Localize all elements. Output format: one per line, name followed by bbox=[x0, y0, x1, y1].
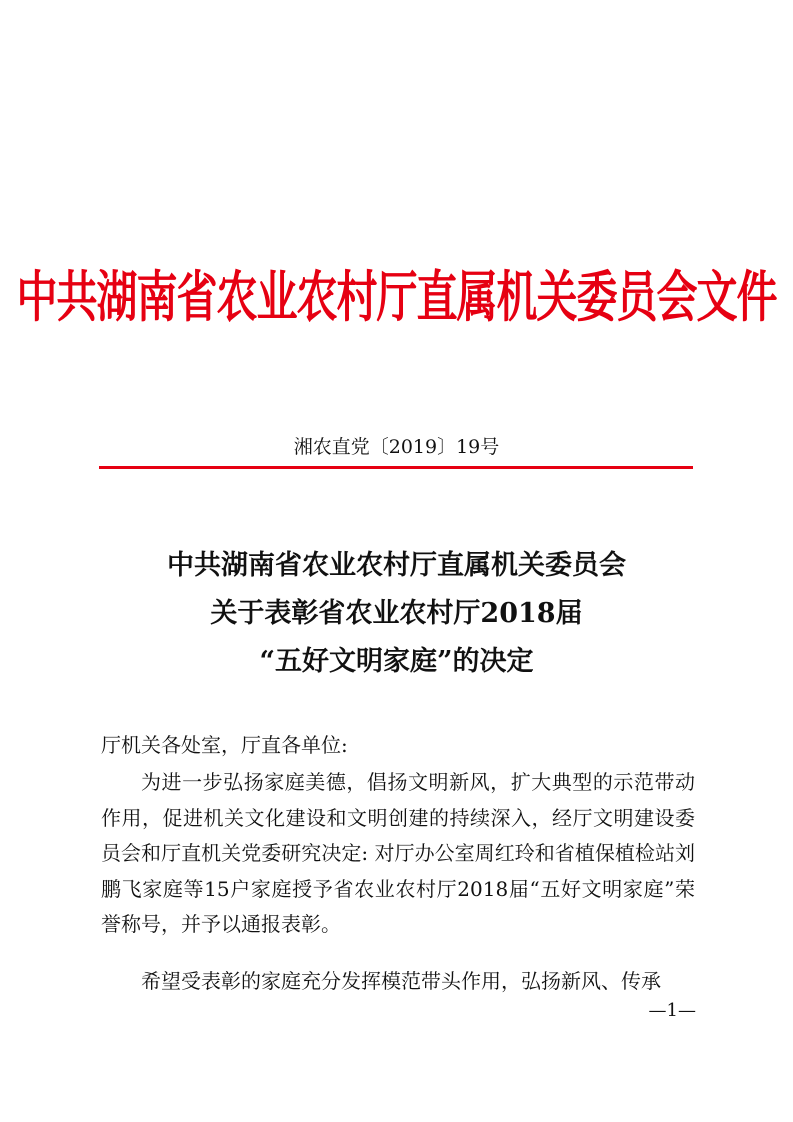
title-line-1: 中共湖南省农业农村厅直属机关委员会 bbox=[167, 550, 626, 581]
title-line-3: “五好文明家庭”的决定 bbox=[259, 646, 534, 677]
red-separator-line bbox=[99, 466, 693, 469]
salutation: 厅机关各处室，厅直各单位: bbox=[101, 733, 348, 757]
page-number: —1— bbox=[648, 1000, 696, 1021]
body-paragraph-2: 希望受表彰的家庭充分发挥模范带头作用，弘扬新风、传承 bbox=[141, 969, 661, 993]
document-number: 湘农直党〔2019〕19号 bbox=[293, 436, 500, 458]
title-line-2: 关于表彰省农业农村厅2018届 bbox=[210, 598, 583, 629]
issuer-red-header: 中共湖南省农业农村厅直属机关委员会文件 bbox=[16, 264, 777, 330]
document-title bbox=[0, 542, 793, 686]
body-paragraph-1: 为进一步弘扬家庭美德，倡扬文明新风，扩大典型的示范带动作用，促进机关文化建设和文明创建的持续深入，经厅文明建设委员会和厅直机关党委研究决定: 对厅办公室周红玲和省植保植检站刘鹏飞家庭等15户家庭授予省农业农村厅2018届“五好文明家庭”荣誉称号，并予以通报表彰。 bbox=[101, 770, 695, 936]
